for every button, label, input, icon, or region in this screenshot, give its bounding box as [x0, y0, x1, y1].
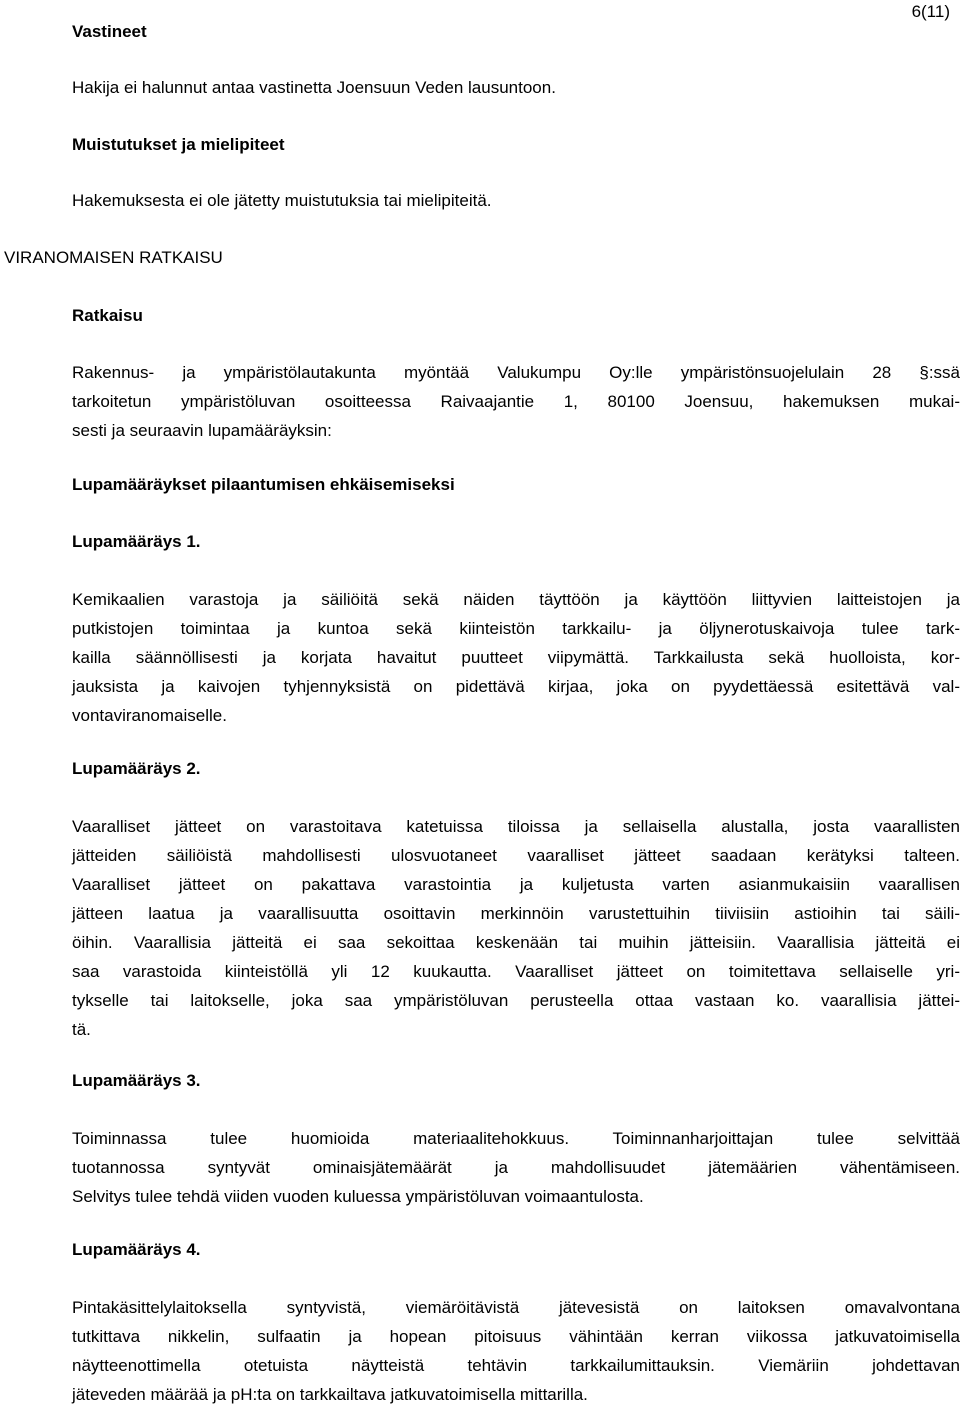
heading-vastineet: Vastineet [72, 22, 147, 41]
heading-ratkaisu: Ratkaisu [72, 306, 143, 325]
heading-lupamaaraykset: Lupamääräykset pilaantumisen ehkäisemiseksi [72, 475, 455, 494]
text-line: Selvitys tulee tehdä viiden vuoden kuluessa ympäristöluvan voimaantulosta. [72, 1187, 644, 1206]
lupamaarays-3-title: Lupamääräys 3. [72, 1071, 201, 1090]
lupamaarays-2-text [72, 812, 960, 1044]
paragraph-ratkaisu [72, 358, 960, 445]
text-line: saa varastoida kiinteistöllä yli 12 kuukautta. Vaaralliset jätteet on toimitettava sellaiselle yri- [72, 962, 960, 981]
text-line: kailla säännöllisesti ja korjata havaitut puutteet viipymättä. Tarkkailusta sekä huolloista, kor- [72, 648, 960, 667]
text-line: Pintakäsittelylaitoksella syntyvistä, viemäröitävistä jätevesistä on laitoksen omavalvontana [72, 1298, 960, 1317]
text-line: tuotannossa syntyvät ominaisjätemäärät ja mahdollisuudet jätemäärien vähentämiseen. [72, 1158, 960, 1177]
text-line: jäteveden määrää ja pH:ta on tarkkailtava jatkuvatoimisella mittarilla. [72, 1385, 588, 1404]
text-line: öihin. Vaarallisia jätteitä ei saa sekoittaa keskenään tai muihin jätteisiin. Vaarallisia jätteitä ei [72, 933, 960, 952]
lupamaarays-3-text [72, 1124, 960, 1211]
paragraph-vastineet: Hakija ei halunnut antaa vastinetta Joensuun Veden lausuntoon. [72, 78, 556, 97]
text-line: Rakennus- ja ympäristölautakunta myöntää Valukumpu Oy:lle ympäristönsuojelulain 28 §:ssä [72, 363, 960, 382]
heading-viranomaisen-ratkaisu: VIRANOMAISEN RATKAISU [4, 248, 223, 267]
lupamaarays-1-title: Lupamääräys 1. [72, 532, 201, 551]
text-line: näytteenottimella otetuista näytteistä tehtävin tarkkailumittauksin. Viemäriin johdettavan [72, 1356, 960, 1375]
lupamaarays-2-title: Lupamääräys 2. [72, 759, 201, 778]
text-line: Toiminnassa tulee huomioida materiaalitehokkuus. Toiminnanharjoittajan tulee selvittää [72, 1129, 960, 1148]
lupamaarays-4-text [72, 1293, 960, 1409]
text-line: tarkoitetun ympäristöluvan osoitteessa Raivaajantie 1, 80100 Joensuu, hakemuksen mukai- [72, 392, 960, 411]
lupamaarays-1-text [72, 585, 960, 730]
lupamaarays-4-title: Lupamääräys 4. [72, 1240, 201, 1259]
text-line: Vaaralliset jätteet on varastoitava katetuissa tiloissa ja sellaisella alustalla, josta vaarallisten [72, 817, 960, 836]
text-line: tä. [72, 1020, 91, 1039]
text-line: Kemikaalien varastoja ja säiliöitä sekä näiden täyttöön ja käyttöön liittyvien laitteistojen ja [72, 590, 960, 609]
text-line: jätteiden säiliöistä mahdollisesti ulosvuotaneet vaaralliset jätteet saadaan kerätyksi talteen. [72, 846, 960, 865]
heading-muistutukset: Muistutukset ja mielipiteet [72, 135, 285, 154]
text-line: sesti ja seuraavin lupamääräyksin: [72, 421, 332, 440]
text-line: jauksista ja kaivojen tyhjennyksistä on pidettävä kirjaa, joka on pyydettäessä esitettävä val- [72, 677, 960, 696]
page-number: 6(11) [911, 2, 950, 21]
text-line: tutkittava nikkelin, sulfaatin ja hopean pitoisuus vähintään kerran viikossa jatkuvatoimisella [72, 1327, 960, 1346]
text-line: Vaaralliset jätteet on pakattava varastointia ja kuljetusta varten asianmukaisiin vaarallisen [72, 875, 960, 894]
text-line: jätteen laatua ja vaarallisuutta osoittavin merkinnöin varustettuihin tiiviisiin astioihin tai säili- [72, 904, 960, 923]
text-line: tykselle tai laitokselle, joka saa ympäristöluvan perusteella ottaa vastaan ko. vaarallisia jättei- [72, 991, 960, 1010]
text-line: vontaviranomaiselle. [72, 706, 227, 725]
text-line: putkistojen toimintaa ja kuntoa sekä kiinteistön tarkkailu- ja öljynerotuskaivoja tulee tark- [72, 619, 960, 638]
paragraph-muistutukset: Hakemuksesta ei ole jätetty muistutuksia tai mielipiteitä. [72, 191, 492, 210]
